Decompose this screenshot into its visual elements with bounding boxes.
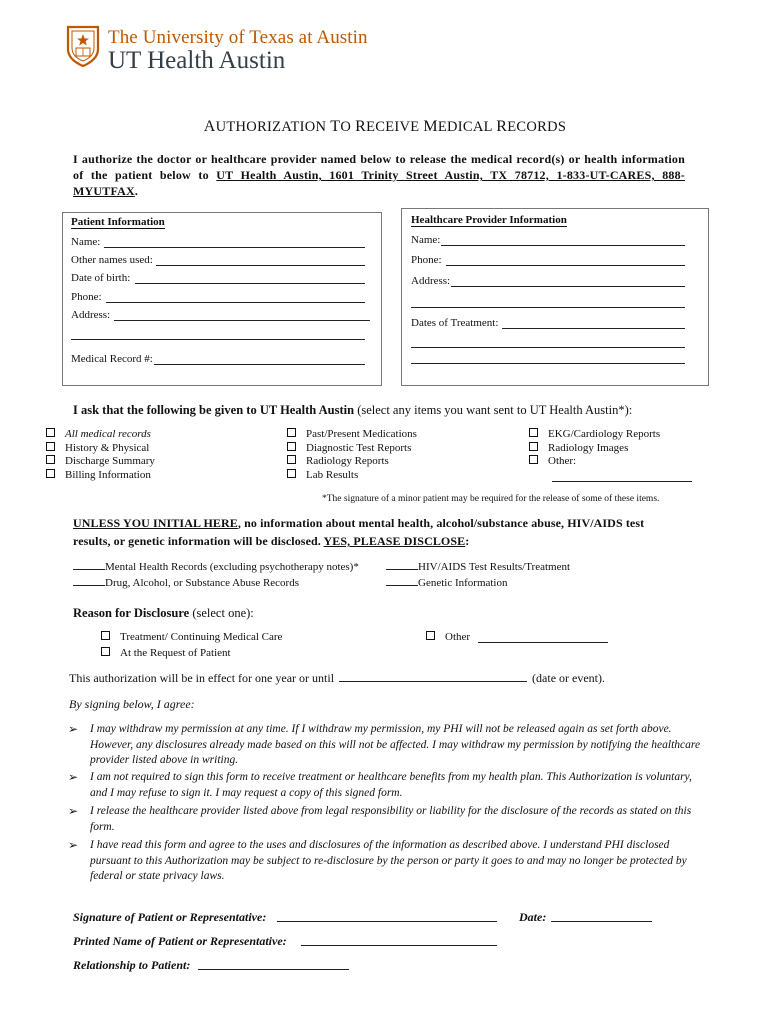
date-field[interactable] — [551, 921, 652, 922]
reason-patient-request[interactable]: At the Request of Patient — [101, 647, 231, 661]
request-item-history[interactable]: History & Physical — [46, 442, 155, 456]
university-name: The University of Texas at Austin — [108, 27, 368, 48]
provider-info-heading: Healthcare Provider Information — [411, 214, 567, 226]
disclose-genetic[interactable]: Genetic Information — [386, 576, 508, 589]
provider-information-box — [401, 208, 709, 386]
agree-bullet-3: ➢ I release the healthcare provider listed above from legal responsibility or liability for the disclosure of the records as stated on this form. — [68, 804, 692, 833]
patient-name-label: Name: — [71, 236, 101, 248]
provider-name-field[interactable] — [441, 245, 685, 246]
patient-phone-label: Phone: — [71, 291, 102, 303]
ut-health-austin-name: UT Health Austin — [108, 47, 286, 74]
patient-address-field-2[interactable] — [71, 339, 365, 340]
provider-address-label: Address: — [411, 275, 451, 287]
reason-heading: Reason for Disclosure (select one): — [73, 606, 254, 620]
checkbox[interactable] — [287, 428, 296, 437]
signature-label: Signature of Patient or Representative: — [73, 910, 267, 924]
request-item-other[interactable]: Other: — [529, 455, 660, 469]
checkbox[interactable] — [426, 631, 435, 640]
patient-other-names-label: Other names used: — [71, 254, 153, 266]
checkbox[interactable] — [101, 647, 110, 656]
patient-info-heading: Patient Information — [71, 216, 165, 228]
disclose-text-line1: UNLESS YOU INITIAL HERE, no information about mental health, alcohol/substance abuse, HIV/AIDS test — [73, 516, 645, 530]
provider-dates-field-2[interactable] — [411, 347, 685, 348]
patient-dob-field[interactable] — [135, 283, 365, 284]
checkbox[interactable] — [287, 469, 296, 478]
minor-signature-footnote: *The signature of a minor patient may be required for the release of some of these items. — [322, 494, 660, 504]
request-item-medications[interactable]: Past/Present Medications — [287, 428, 417, 442]
patient-other-names-field[interactable] — [156, 265, 365, 266]
request-item-diagnostic[interactable]: Diagnostic Test Reports — [287, 442, 417, 456]
provider-name-label: Name: — [411, 234, 441, 246]
agree-lead: By signing below, I agree: — [69, 697, 195, 711]
request-heading: I ask that the following be given to UT Health Austin (select any items you want sent to UT Health Austin*): — [73, 403, 633, 417]
checkbox[interactable] — [46, 469, 55, 478]
disclose-hiv-aids[interactable]: HIV/AIDS Test Results/Treatment — [386, 560, 570, 573]
arrow-bullet-icon: ➢ — [68, 838, 79, 852]
patient-phone-field[interactable] — [106, 302, 365, 303]
provider-address-field-2[interactable] — [411, 307, 685, 308]
patient-address-field[interactable] — [114, 320, 370, 321]
provider-phone-label: Phone: — [411, 254, 442, 266]
request-item-billing[interactable]: Billing Information — [46, 469, 155, 483]
arrow-bullet-icon: ➢ — [68, 770, 79, 784]
checkbox[interactable] — [287, 455, 296, 464]
arrow-bullet-icon: ➢ — [68, 722, 79, 736]
checkbox[interactable] — [529, 442, 538, 451]
patient-medical-record-field[interactable] — [154, 364, 365, 365]
disclose-mental-health[interactable]: Mental Health Records (excluding psychotherapy notes)* — [73, 560, 359, 573]
date-label: Date: — [519, 910, 547, 924]
signature-field[interactable] — [277, 921, 497, 922]
request-column-1 — [46, 428, 155, 482]
relationship-label: Relationship to Patient: — [73, 958, 191, 972]
patient-address-label: Address: — [71, 309, 111, 321]
request-item-radiology-reports[interactable]: Radiology Reports — [287, 455, 417, 469]
request-column-2 — [287, 428, 417, 482]
request-item-radiology-images[interactable]: Radiology Images — [529, 442, 660, 456]
request-item-ekg[interactable]: EKG/Cardiology Reports — [529, 428, 660, 442]
patient-medical-record-label: Medical Record #: — [71, 353, 153, 365]
request-column-3 — [529, 428, 660, 469]
provider-address-field[interactable] — [451, 286, 685, 287]
patient-name-field[interactable] — [104, 247, 365, 248]
effect-until-field[interactable] — [339, 671, 527, 682]
form-title: AUTHORIZATION TO RECEIVE MEDICAL RECORDS — [203, 118, 567, 135]
provider-dates-field[interactable] — [502, 328, 685, 329]
request-item-discharge[interactable]: Discharge Summary — [46, 455, 155, 469]
provider-phone-field[interactable] — [446, 265, 685, 266]
authorization-effect: This authorization will be in effect for one year or until (date or event). — [69, 671, 605, 685]
checkbox[interactable] — [529, 428, 538, 437]
printed-name-field[interactable] — [301, 945, 497, 946]
request-other-field[interactable] — [552, 481, 692, 482]
authorization-intro: I authorize the doctor or healthcare provider named below to release the medical record(s) or health information of the patient below to UT Health Austin, 1601 Trinity Street Austin, TX 78712, 1-833-UT-CARES, 888-MYUTFAX. — [73, 152, 685, 198]
checkbox[interactable] — [287, 442, 296, 451]
agree-bullet-2: ➢ I am not required to sign this form to receive treatment or healthcare benefits from my health plan. This Authorization is voluntary, and I may refuse to sign it. I may request a copy of this signed form. — [68, 770, 692, 799]
checkbox[interactable] — [529, 455, 538, 464]
checkbox[interactable] — [46, 442, 55, 451]
relationship-field[interactable] — [198, 969, 349, 970]
recipient-address: UT Health Austin, 1601 Trinity Street Austin, TX 78712, 1-833-UT-CARES, 888-MYUTFAX — [73, 168, 685, 198]
reason-treatment[interactable]: Treatment/ Continuing Medical Care — [101, 631, 282, 645]
printed-name-label: Printed Name of Patient or Representative: — [73, 934, 287, 948]
arrow-bullet-icon: ➢ — [68, 804, 79, 818]
provider-dates-field-3[interactable] — [411, 363, 685, 364]
agree-bullet-1: ➢ I may withdraw my permission at any time. If I withdraw my permission, my PHI will not be released again as set forth above. However, any disclosures already made based on this will not be affected. I may withdraw my permission by notifying the healthcare provider listed above in writing. — [68, 722, 701, 766]
reason-other-field[interactable] — [478, 642, 608, 643]
checkbox[interactable] — [46, 455, 55, 464]
request-item-lab[interactable]: Lab Results — [287, 469, 417, 483]
disclose-text-line2: results, or genetic information will be disclosed. YES, PLEASE DISCLOSE: — [73, 534, 470, 548]
patient-dob-label: Date of birth: — [71, 272, 131, 284]
disclose-drug-alcohol[interactable]: Drug, Alcohol, or Substance Abuse Records — [73, 576, 299, 589]
request-item-all-records[interactable]: All medical records — [46, 428, 155, 442]
ut-shield-logo-icon — [66, 25, 100, 67]
agree-bullet-4: ➢ I have read this form and agree to the uses and disclosures of the information as described above. I understand PHI disclosed pursuant to this Authorization may be subject to re-disclosure by the person or party it goes to and may no longer be protected by federal or state privacy laws. — [68, 838, 687, 882]
reason-other[interactable]: Other — [426, 631, 470, 645]
provider-dates-label: Dates of Treatment: — [411, 317, 499, 329]
checkbox[interactable] — [101, 631, 110, 640]
checkbox[interactable] — [46, 428, 55, 437]
